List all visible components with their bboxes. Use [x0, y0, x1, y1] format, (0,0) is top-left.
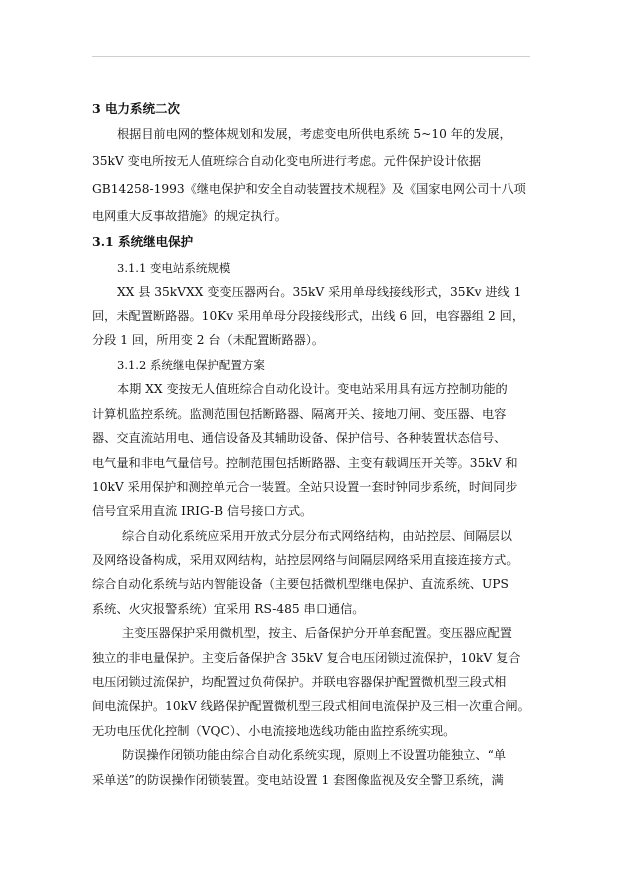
paragraph-4-line: 综合自动化系统与站内智能设备（主要包括微机型继电保护、直流系统、UPS — [92, 577, 509, 591]
paragraph-2-line: 分段 1 回，所用变 2 台（未配置断路器）。 — [92, 333, 325, 347]
paragraph-3-line: 信号宜采用直流 IRIG-B 信号接口方式。 — [92, 504, 313, 518]
heading-3-1-1: 3.1.1 变电站系统规模 — [117, 261, 231, 275]
paragraph-1-line: GB14258-1993《继电保护和安全自动装置技术规程》及《国家电网公司十八项 — [92, 182, 526, 196]
paragraph-6-line: 采单送”的防误操作闭锁装置。变电站设置 1 套图像监视及安全警卫系统，满 — [92, 773, 504, 787]
paragraph-4-line: 及网络设备构成，采用双网结构，站控层网络与间隔层网络采用直接连接方式。 — [92, 553, 519, 567]
paragraph-1-line: 根据目前电网的整体规划和发展，考虑变电所供电系统 5~10 年的发展， — [117, 127, 512, 141]
paragraph-3-line: 本期 XX 变按无人值班综合自动化设计。变电站采用具有远方控制功能的 — [117, 382, 508, 396]
header-rule — [92, 56, 530, 57]
paragraph-5-line: 独立的非电量保护。主变后备保护含 35kV 复合电压闭锁过流保护，10kV 复合 — [92, 651, 521, 665]
heading-3-1-2: 3.1.2 系统继电保护配置方案 — [117, 358, 265, 372]
paragraph-3-line: 计算机监控系统。监测范围包括断路器、隔离开关、接地刀闸、变压器、电容 — [92, 407, 507, 421]
paragraph-5-line: 无功电压优化控制（VQC）、小电流接地选线功能由监控系统实现。 — [92, 724, 456, 738]
heading-3-1: 3.1 系统继电保护 — [92, 234, 194, 249]
paragraph-5-line: 主变压器保护采用微机型，按主、后备保护分开单套配置。变压器应配置 — [122, 626, 512, 640]
paragraph-4-line: 综合自动化系统应采用开放式分层分布式网络结构，由站控层、间隔层以 — [122, 529, 512, 543]
paragraph-2-line: XX 县 35kVXX 变变压器两台。35kV 采用单母线接线形式，35Kv 进线 1 — [117, 285, 522, 299]
paragraph-2-line: 回，未配置断路器。10Kv 采用单母分段接线形式，出线 6 回，电容器组 2 回， — [92, 309, 525, 323]
paragraph-5-line: 间电流保护。10kV 线路保护配置微机型三段式相间电流保护及三相一次重合闸。 — [92, 699, 530, 713]
paragraph-1-line: 35kV 变电所按无人值班综合自动化变电所进行考虑。元件保护设计依据 — [92, 154, 482, 168]
paragraph-5-line: 电压闭锁过流保护，均配置过负荷保护。并联电容器保护配置微机型三段式相 — [92, 675, 507, 689]
paragraph-3-line: 器、交直流站用电、通信设备及其辅助设备、保护信号、各种装置状态信号、 — [92, 431, 507, 445]
heading-3: 3 电力系统二次 — [92, 101, 181, 116]
paragraph-4-line: 系统、火灾报警系统）宜采用 RS-485 串口通信。 — [92, 602, 365, 616]
paragraph-6-line: 防误操作闭锁功能由综合自动化系统实现，原则上不设置功能独立、“单 — [122, 748, 507, 762]
paragraph-3-line: 电气量和非电气量信号。控制范围包括断路器、主变有载调压开关等。35kV 和 — [92, 456, 518, 470]
paragraph-3-line: 10kV 采用保护和测控单元合一装置。全站只设置一套时钟同步系统，时间同步 — [92, 480, 518, 494]
paragraph-1-line: 电网重大反事故措施》的规定执行。 — [92, 209, 287, 223]
